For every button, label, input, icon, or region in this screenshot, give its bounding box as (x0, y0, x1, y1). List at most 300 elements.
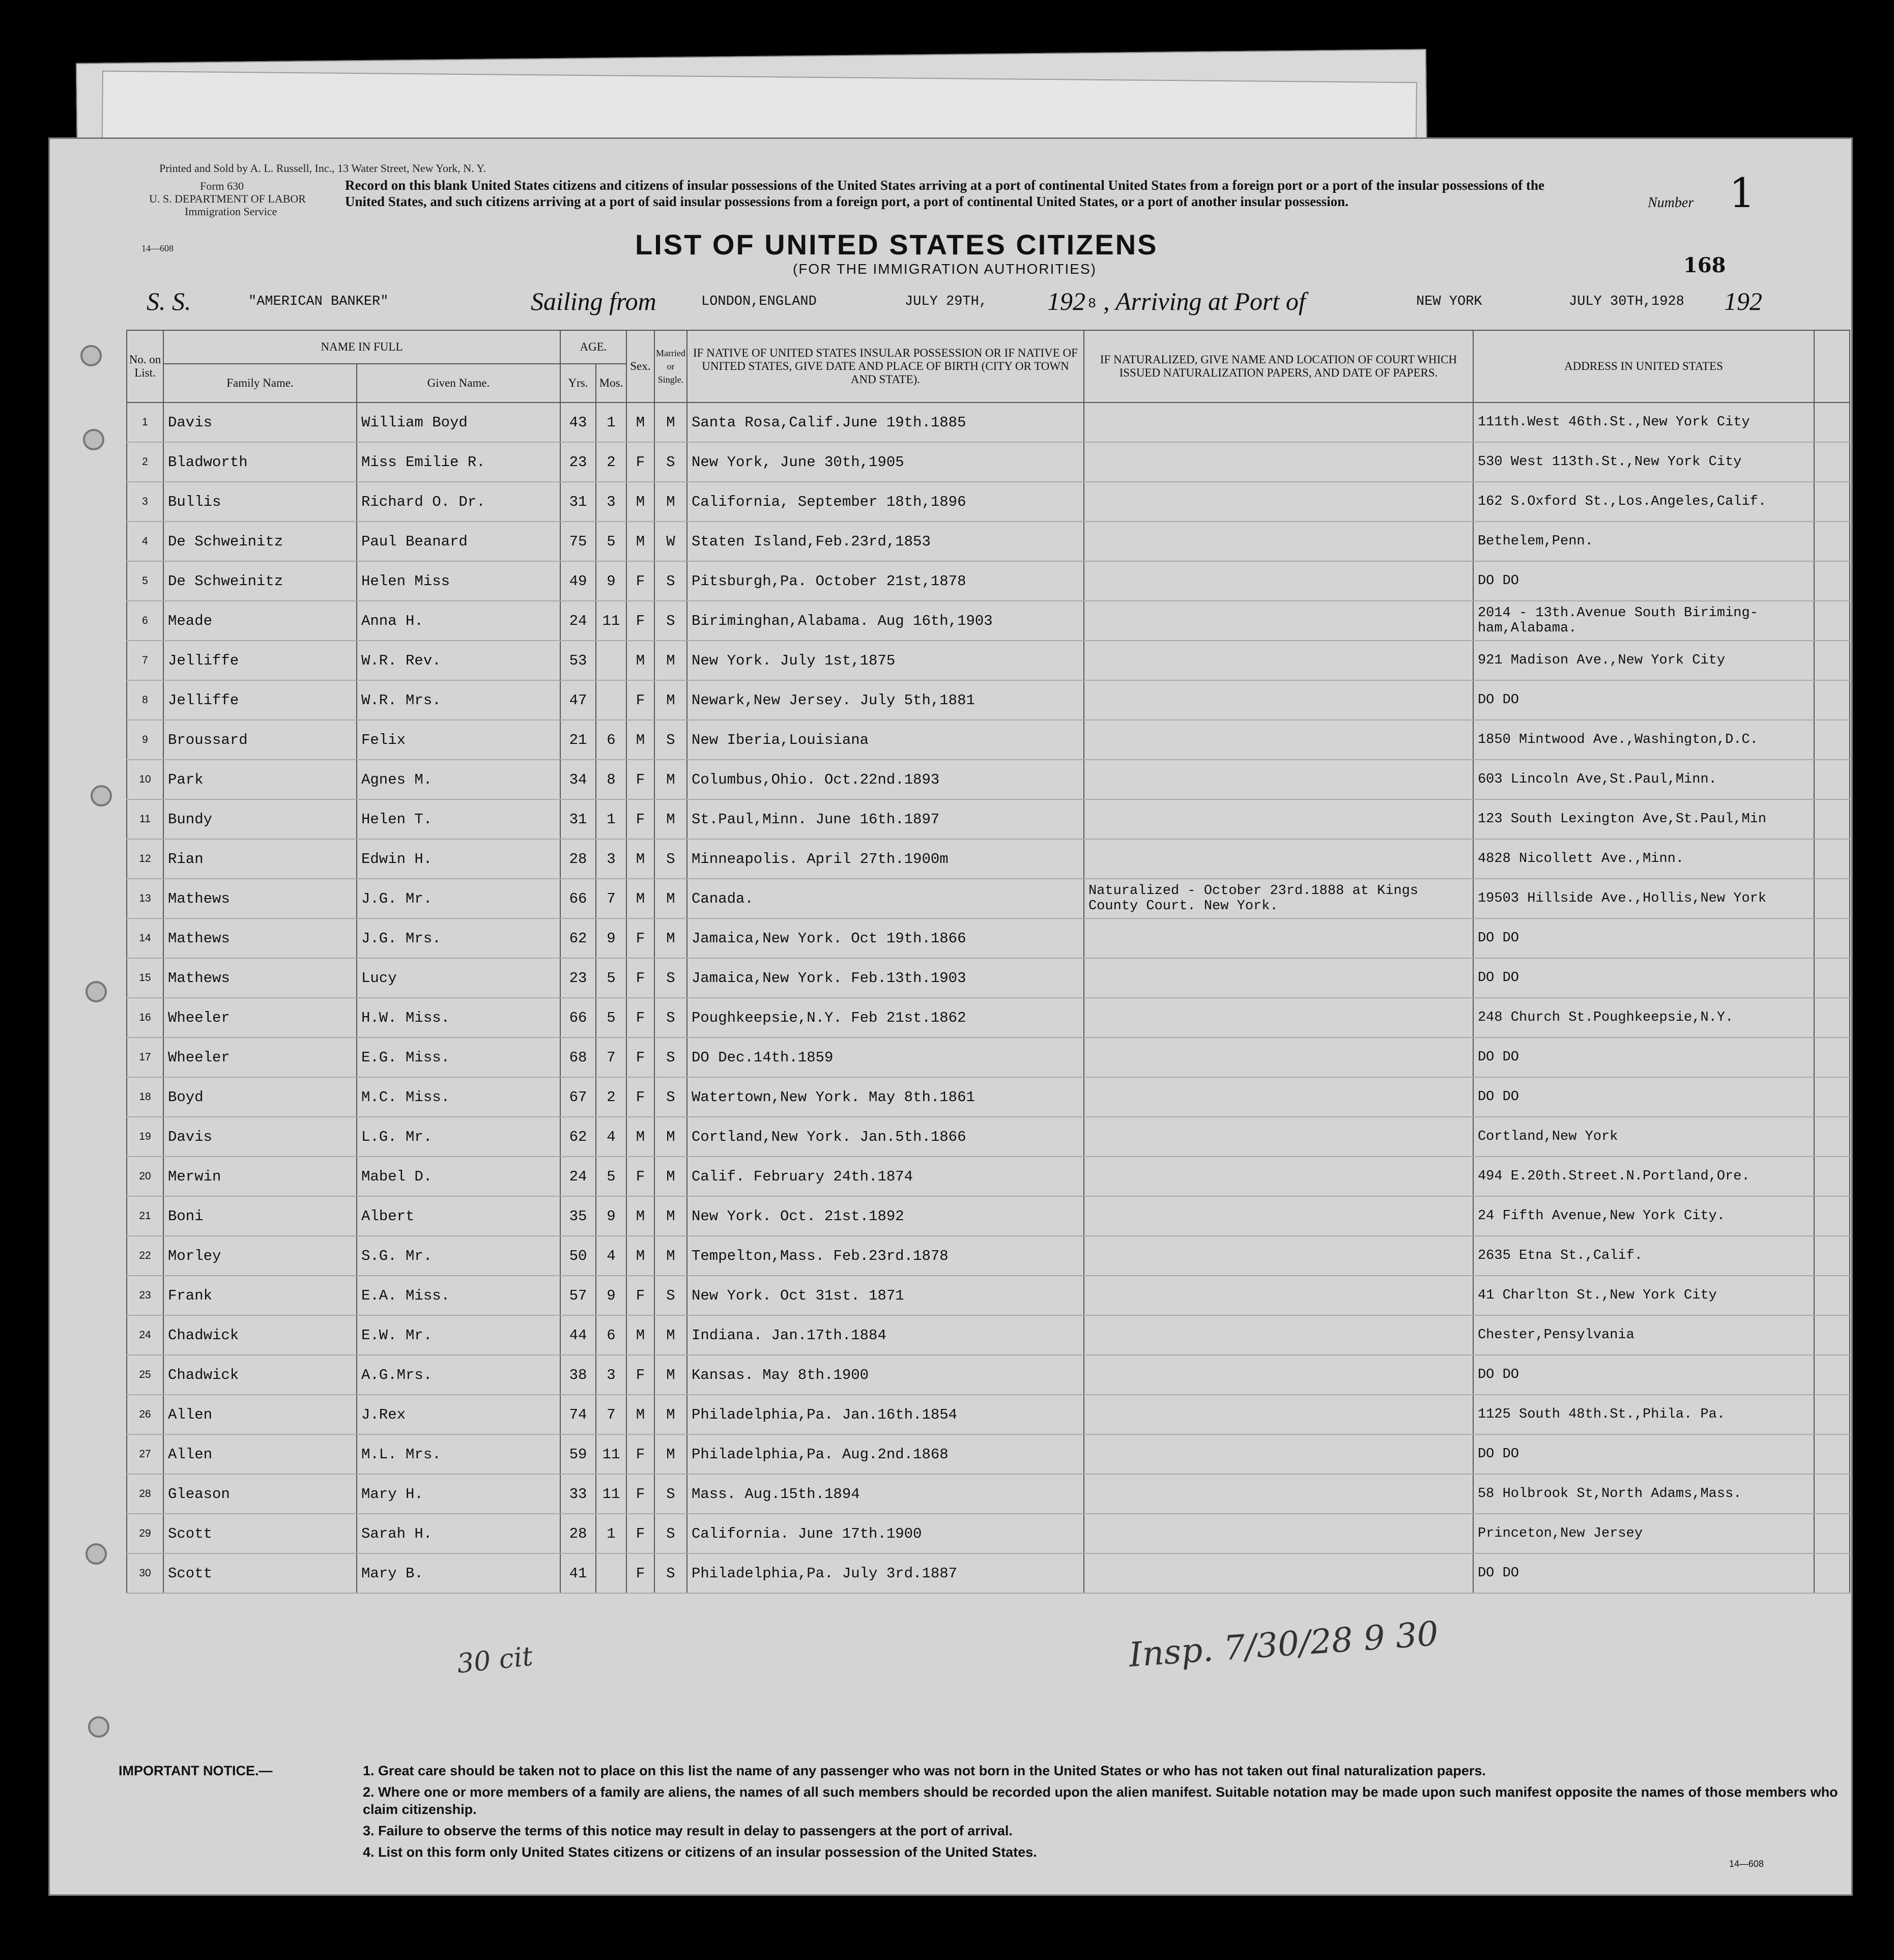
cell-addr: DO DO (1473, 958, 1814, 998)
cell-blank (1814, 958, 1850, 998)
cell-ms: M (654, 1355, 687, 1395)
cell-nat (1084, 482, 1473, 522)
cell-ms: S (654, 958, 687, 998)
list-number: 1 (1729, 169, 1755, 217)
page-subtitle: (FOR THE IMMIGRATION AUTHORITIES) (793, 261, 1097, 277)
cell-nat (1084, 1037, 1473, 1077)
punch-hole-icon (91, 785, 112, 806)
cell-given: Albert (357, 1196, 560, 1236)
cell-given: Felix (357, 720, 560, 760)
col-age: AGE. (560, 330, 626, 364)
col-naturalized: IF NATURALIZED, GIVE NAME AND LOCATION OF COURT WHICH ISSUED NATURALIZATION PAPERS, AND DATE OF PAPERS. (1084, 330, 1473, 402)
cell-mos: 4 (596, 1117, 626, 1157)
cell-ms: S (654, 561, 687, 601)
table-row (127, 799, 1850, 839)
cell-nat (1084, 1315, 1473, 1355)
table-row (127, 1157, 1850, 1196)
col-sex: Sex. (626, 330, 654, 402)
cell-yrs: 41 (560, 1553, 596, 1593)
cell-ms: S (654, 442, 687, 482)
table-row (127, 522, 1850, 561)
table-row (127, 482, 1850, 522)
cell-no: 13 (127, 879, 163, 918)
cell-ms: M (654, 1395, 687, 1434)
cell-no: 17 (127, 1037, 163, 1077)
cell-sex: F (626, 1355, 654, 1395)
cell-given: Lucy (357, 958, 560, 998)
page-number: 168 (1683, 253, 1726, 277)
cell-ms: S (654, 601, 687, 641)
cell-ms: M (654, 879, 687, 918)
cell-no: 29 (127, 1514, 163, 1553)
cell-mos: 5 (596, 958, 626, 998)
cell-sex: M (626, 1117, 654, 1157)
cell-yrs: 66 (560, 998, 596, 1037)
cell-yrs: 75 (560, 522, 596, 561)
cell-no: 27 (127, 1434, 163, 1474)
table-row (127, 442, 1850, 482)
cell-sex: F (626, 1434, 654, 1474)
cell-addr: DO DO (1473, 561, 1814, 601)
cell-sex: F (626, 958, 654, 998)
cell-blank (1814, 1236, 1850, 1276)
cell-no: 3 (127, 482, 163, 522)
cell-addr: Princeton,New Jersey (1473, 1514, 1814, 1553)
cell-given: A.G.Mrs. (357, 1355, 560, 1395)
cell-yrs: 35 (560, 1196, 596, 1236)
cell-no: 11 (127, 799, 163, 839)
cell-nat (1084, 760, 1473, 799)
cell-ms: M (654, 1117, 687, 1157)
cell-mos: 2 (596, 442, 626, 482)
cell-no: 8 (127, 680, 163, 720)
cell-mos: 11 (596, 601, 626, 641)
cell-ms: S (654, 720, 687, 760)
cell-blank (1814, 1117, 1850, 1157)
cell-ms: S (654, 1514, 687, 1553)
cell-addr: DO DO (1473, 1077, 1814, 1117)
notice-label: IMPORTANT NOTICE.— (119, 1763, 273, 1778)
cell-birth: Philadelphia,Pa. Aug.2nd.1868 (687, 1434, 1084, 1474)
cell-mos: 9 (596, 918, 626, 958)
cell-family: Merwin (163, 1157, 357, 1196)
department: U. S. DEPARTMENT OF LABOR (149, 192, 306, 205)
cell-no: 1 (127, 402, 163, 442)
cell-family: Davis (163, 1117, 357, 1157)
cell-family: Meade (163, 601, 357, 641)
cell-sex: F (626, 1037, 654, 1077)
cell-blank (1814, 482, 1850, 522)
cell-no: 30 (127, 1553, 163, 1593)
cell-birth: Philadelphia,Pa. July 3rd.1887 (687, 1553, 1084, 1593)
cell-yrs: 28 (560, 839, 596, 879)
cell-nat (1084, 998, 1473, 1037)
cell-sex: M (626, 1196, 654, 1236)
cell-given: E.A. Miss. (357, 1276, 560, 1315)
citizen-table (126, 330, 1850, 1594)
cell-nat (1084, 720, 1473, 760)
cell-birth: Calif. February 24th.1874 (687, 1157, 1084, 1196)
cell-blank (1814, 1355, 1850, 1395)
cell-birth: California, September 18th,1896 (687, 482, 1084, 522)
cell-mos: 5 (596, 998, 626, 1037)
table-row (127, 839, 1850, 879)
cell-nat (1084, 1236, 1473, 1276)
cell-given: W.R. Mrs. (357, 680, 560, 720)
col-given-name: Given Name. (357, 364, 560, 402)
cell-addr: 2014 - 13th.Avenue South Biriming-ham,Alabama. (1473, 601, 1814, 641)
notice-list (363, 1762, 1839, 1865)
cell-birth: DO Dec.14th.1859 (687, 1037, 1084, 1077)
cell-sex: F (626, 1276, 654, 1315)
cell-sex: F (626, 601, 654, 641)
cell-addr: 58 Holbrook St,North Adams,Mass. (1473, 1474, 1814, 1514)
cell-ms: M (654, 918, 687, 958)
cell-no: 18 (127, 1077, 163, 1117)
cell-blank (1814, 1514, 1850, 1553)
table-row (127, 1355, 1850, 1395)
cell-blank (1814, 1553, 1850, 1593)
year-suffix-1: 8 (1088, 297, 1097, 312)
cell-yrs: 24 (560, 1157, 596, 1196)
cell-blank (1814, 998, 1850, 1037)
cell-given: Mabel D. (357, 1157, 560, 1196)
cell-mos: 4 (596, 1236, 626, 1276)
cell-blank (1814, 720, 1850, 760)
cell-no: 14 (127, 918, 163, 958)
cell-no: 22 (127, 1236, 163, 1276)
cell-birth: Columbus,Ohio. Oct.22nd.1893 (687, 760, 1084, 799)
cell-ms: M (654, 641, 687, 680)
notice-item: 1. Great care should be taken not to place on this list the name of any passenger who was not born in the United States or who has not taken out final naturalization papers. (363, 1763, 1486, 1778)
cell-nat (1084, 601, 1473, 641)
cell-family: Jelliffe (163, 641, 357, 680)
cell-birth: Jamaica,New York. Feb.13th.1903 (687, 958, 1084, 998)
cell-birth: Tempelton,Mass. Feb.23rd.1878 (687, 1236, 1084, 1276)
cell-nat (1084, 402, 1473, 442)
cell-sex: M (626, 1395, 654, 1434)
cell-family: Chadwick (163, 1355, 357, 1395)
cell-ms: S (654, 1474, 687, 1514)
cell-nat (1084, 1553, 1473, 1593)
cell-blank (1814, 522, 1850, 561)
cell-ms: M (654, 482, 687, 522)
cell-mos: 8 (596, 760, 626, 799)
cell-nat (1084, 918, 1473, 958)
cell-addr: Bethelem,Penn. (1473, 522, 1814, 561)
cell-family: Scott (163, 1553, 357, 1593)
cell-addr: Chester,Pensylvania (1473, 1315, 1814, 1355)
cell-mos: 6 (596, 720, 626, 760)
col-name-in-full: NAME IN FULL (163, 330, 560, 364)
cell-family: Bladworth (163, 442, 357, 482)
record-instructions: Record on this blank United States citizens and citizens of insular possessions of the United States arriving at a port of continental United States from a foreign port or a port of the insular possessions of the United States, and such citizens arriving at a port of said insular possessions from a foreign port, a port of continental United States, or a port of another insular possession. (345, 178, 1545, 209)
notice-item: 2. Where one or more members of a family are aliens, the names of all such members should be recorded upon the alien manifest. Suitable notation may be made upon such manifest opposite the names of those members who claim citizenship. (363, 1784, 1838, 1817)
cell-birth: New Iberia,Louisiana (687, 720, 1084, 760)
cell-sex: M (626, 1236, 654, 1276)
cell-blank (1814, 1276, 1850, 1315)
cell-addr: 111th.West 46th.St.,New York City (1473, 402, 1814, 442)
manifest-sheet (48, 137, 1853, 1896)
table-row (127, 1037, 1850, 1077)
cell-addr: 921 Madison Ave.,New York City (1473, 641, 1814, 680)
handwritten-count: 30 cit (455, 1641, 535, 1680)
cell-birth: Newark,New Jersey. July 5th,1881 (687, 680, 1084, 720)
cell-ms: M (654, 680, 687, 720)
cell-no: 2 (127, 442, 163, 482)
cell-family: Boni (163, 1196, 357, 1236)
cell-ms: M (654, 1315, 687, 1355)
cell-yrs: 67 (560, 1077, 596, 1117)
cell-mos: 7 (596, 1395, 626, 1434)
cell-yrs: 28 (560, 1514, 596, 1553)
cell-family: Mathews (163, 879, 357, 918)
cell-birth: Poughkeepsie,N.Y. Feb 21st.1862 (687, 998, 1084, 1037)
cell-birth: Watertown,New York. May 8th.1861 (687, 1077, 1084, 1117)
cell-given: J.G. Mr. (357, 879, 560, 918)
cell-family: Boyd (163, 1077, 357, 1117)
cell-nat: Naturalized - October 23rd.1888 at Kings County Court. New York. (1084, 879, 1473, 918)
cell-addr: 1850 Mintwood Ave.,Washington,D.C. (1473, 720, 1814, 760)
cell-nat (1084, 1355, 1473, 1395)
cell-sex: F (626, 998, 654, 1037)
table-row (127, 1514, 1850, 1553)
table-row (127, 1077, 1850, 1117)
ss-label: S. S. (147, 287, 191, 315)
table-row (127, 1553, 1850, 1593)
cell-blank (1814, 561, 1850, 601)
cell-addr: DO DO (1473, 680, 1814, 720)
cell-ms: S (654, 1077, 687, 1117)
cell-blank (1814, 839, 1850, 879)
cell-family: Davis (163, 402, 357, 442)
cell-addr: 530 West 113th.St.,New York City (1473, 442, 1814, 482)
punch-hole-icon (85, 1543, 107, 1565)
cell-mos: 11 (596, 1434, 626, 1474)
table-row (127, 879, 1850, 918)
punch-hole-icon (80, 345, 102, 366)
cell-yrs: 43 (560, 402, 596, 442)
cell-yrs: 31 (560, 799, 596, 839)
cell-given: Helen Miss (357, 561, 560, 601)
cell-given: W.R. Rev. (357, 641, 560, 680)
cell-addr: DO DO (1473, 1355, 1814, 1395)
cell-birth: Biriminghan,Alabama. Aug 16th,1903 (687, 601, 1084, 641)
table-row (127, 1395, 1850, 1434)
cell-addr: 162 S.Oxford St.,Los.Angeles,Calif. (1473, 482, 1814, 522)
cell-yrs: 74 (560, 1395, 596, 1434)
cell-mos: 1 (596, 402, 626, 442)
sailing-date: JULY 29TH, (905, 294, 988, 309)
cell-blank (1814, 1395, 1850, 1434)
cell-ms: S (654, 1553, 687, 1593)
cell-sex: M (626, 482, 654, 522)
cell-family: Bundy (163, 799, 357, 839)
cell-birth: Indiana. Jan.17th.1884 (687, 1315, 1084, 1355)
inspector-signature: Insp. 7/30/28 9 30 (1128, 1613, 1440, 1675)
cell-sex: F (626, 442, 654, 482)
cell-family: Bullis (163, 482, 357, 522)
table-row (127, 402, 1850, 442)
col-yrs: Yrs. (560, 364, 596, 402)
cell-sex: F (626, 760, 654, 799)
cell-blank (1814, 1196, 1850, 1236)
cell-blank (1814, 760, 1850, 799)
cell-mos (596, 680, 626, 720)
cell-addr: 1125 South 48th.St.,Phila. Pa. (1473, 1395, 1814, 1434)
cell-addr: 603 Lincoln Ave,St.Paul,Minn. (1473, 760, 1814, 799)
cell-birth: New York, June 30th,1905 (687, 442, 1084, 482)
cell-sex: M (626, 839, 654, 879)
cell-no: 26 (127, 1395, 163, 1434)
arriving-label: , Arriving at Port of (1103, 287, 1306, 315)
cell-family: Allen (163, 1434, 357, 1474)
cell-blank (1814, 641, 1850, 680)
cell-addr: 2635 Etna St.,Calif. (1473, 1236, 1814, 1276)
cell-given: H.W. Miss. (357, 998, 560, 1037)
cell-nat (1084, 1196, 1473, 1236)
page-title: LIST OF UNITED STATES CITIZENS (635, 228, 1158, 261)
cell-no: 24 (127, 1315, 163, 1355)
cell-addr: 24 Fifth Avenue,New York City. (1473, 1196, 1814, 1236)
cell-given: Paul Beanard (357, 522, 560, 561)
cell-blank (1814, 918, 1850, 958)
cell-mos (596, 641, 626, 680)
cell-no: 23 (127, 1276, 163, 1315)
cell-sex: F (626, 1077, 654, 1117)
cell-given: Richard O. Dr. (357, 482, 560, 522)
cell-ms: M (654, 1434, 687, 1474)
cell-birth: Pitsburgh,Pa. October 21st,1878 (687, 561, 1084, 601)
cell-family: Scott (163, 1514, 357, 1553)
cell-family: Jelliffe (163, 680, 357, 720)
cell-sex: M (626, 402, 654, 442)
cell-mos: 3 (596, 839, 626, 879)
cell-mos (596, 1553, 626, 1593)
sailing-from-label: Sailing from (531, 287, 656, 315)
cell-ms: S (654, 1276, 687, 1315)
year-prefix-1: 192 (1047, 287, 1085, 315)
col-no: No. on List. (127, 330, 163, 402)
service: Immigration Service (185, 205, 277, 218)
cell-family: Chadwick (163, 1315, 357, 1355)
cell-no: 12 (127, 839, 163, 879)
cell-ms: M (654, 402, 687, 442)
number-label: Number (1648, 195, 1694, 211)
cell-nat (1084, 1395, 1473, 1434)
cell-birth: Philadelphia,Pa. Jan.16th.1854 (687, 1395, 1084, 1434)
notice-item: 3. Failure to observe the terms of this notice may result in delay to passengers at the port of arrival. (363, 1823, 1013, 1838)
form-code: 14—608 (141, 243, 174, 253)
form-number: Form 630 (200, 180, 244, 192)
punch-hole-icon (85, 981, 107, 1002)
cell-birth: New York. July 1st,1875 (687, 641, 1084, 680)
cell-given: Mary B. (357, 1553, 560, 1593)
cell-ms: M (654, 1196, 687, 1236)
cell-yrs: 31 (560, 482, 596, 522)
col-birth: IF NATIVE OF UNITED STATES INSULAR POSSESSION OR IF NATIVE OF UNITED STATES, GIVE DATE AND PLACE OF BIRTH (CITY OR TOWN AND STATE). (687, 330, 1084, 402)
cell-sex: F (626, 561, 654, 601)
cell-ms: S (654, 998, 687, 1037)
cell-mos: 5 (596, 522, 626, 561)
cell-mos: 3 (596, 1355, 626, 1395)
cell-birth: Santa Rosa,Calif.June 19th.1885 (687, 402, 1084, 442)
cell-sex: M (626, 522, 654, 561)
cell-mos: 9 (596, 1276, 626, 1315)
cell-given: M.L. Mrs. (357, 1434, 560, 1474)
cell-family: De Schweinitz (163, 561, 357, 601)
cell-family: Mathews (163, 958, 357, 998)
cell-no: 6 (127, 601, 163, 641)
col-married: Married or Single. (654, 330, 687, 402)
cell-yrs: 50 (560, 1236, 596, 1276)
cell-sex: F (626, 1474, 654, 1514)
arrival-date: JULY 30TH,1928 (1569, 294, 1684, 309)
cell-addr: 123 South Lexington Ave,St.Paul,Min (1473, 799, 1814, 839)
cell-no: 28 (127, 1474, 163, 1514)
table-row (127, 1474, 1850, 1514)
departure-port: LONDON,ENGLAND (701, 294, 817, 309)
cell-blank (1814, 879, 1850, 918)
cell-addr: DO DO (1473, 1037, 1814, 1077)
cell-nat (1084, 1474, 1473, 1514)
cell-given: Sarah H. (357, 1514, 560, 1553)
ship-name: "AMERICAN BANKER" (248, 294, 389, 309)
cell-family: Wheeler (163, 998, 357, 1037)
cell-nat (1084, 1514, 1473, 1553)
cell-addr: DO DO (1473, 918, 1814, 958)
cell-birth: Minneapolis. April 27th.1900m (687, 839, 1084, 879)
cell-no: 7 (127, 641, 163, 680)
cell-birth: Staten Island,Feb.23rd,1853 (687, 522, 1084, 561)
cell-given: M.C. Miss. (357, 1077, 560, 1117)
cell-nat (1084, 1434, 1473, 1474)
cell-sex: F (626, 1157, 654, 1196)
cell-yrs: 34 (560, 760, 596, 799)
year-prefix-2: 192 (1724, 287, 1762, 315)
cell-mos: 11 (596, 1474, 626, 1514)
table-row (127, 1434, 1850, 1474)
cell-no: 20 (127, 1157, 163, 1196)
cell-ms: S (654, 1037, 687, 1077)
cell-no: 25 (127, 1355, 163, 1395)
cell-family: Frank (163, 1276, 357, 1315)
col-family-name: Family Name. (163, 364, 357, 402)
cell-mos: 9 (596, 1196, 626, 1236)
cell-mos: 7 (596, 879, 626, 918)
cell-addr: 494 E.20th.Street.N.Portland,Ore. (1473, 1157, 1814, 1196)
table-row (127, 958, 1850, 998)
table-row (127, 720, 1850, 760)
cell-yrs: 23 (560, 958, 596, 998)
cell-yrs: 49 (560, 561, 596, 601)
table-row (127, 1117, 1850, 1157)
cell-given: Helen T. (357, 799, 560, 839)
cell-ms: M (654, 760, 687, 799)
cell-given: E.W. Mr. (357, 1315, 560, 1355)
table-row (127, 680, 1850, 720)
cell-yrs: 24 (560, 601, 596, 641)
cell-nat (1084, 522, 1473, 561)
cell-given: J.G. Mrs. (357, 918, 560, 958)
cell-blank (1814, 1474, 1850, 1514)
cell-yrs: 62 (560, 918, 596, 958)
cell-birth: Mass. Aug.15th.1894 (687, 1474, 1084, 1514)
cell-blank (1814, 442, 1850, 482)
cell-family: Rian (163, 839, 357, 879)
cell-given: Edwin H. (357, 839, 560, 879)
cell-yrs: 66 (560, 879, 596, 918)
